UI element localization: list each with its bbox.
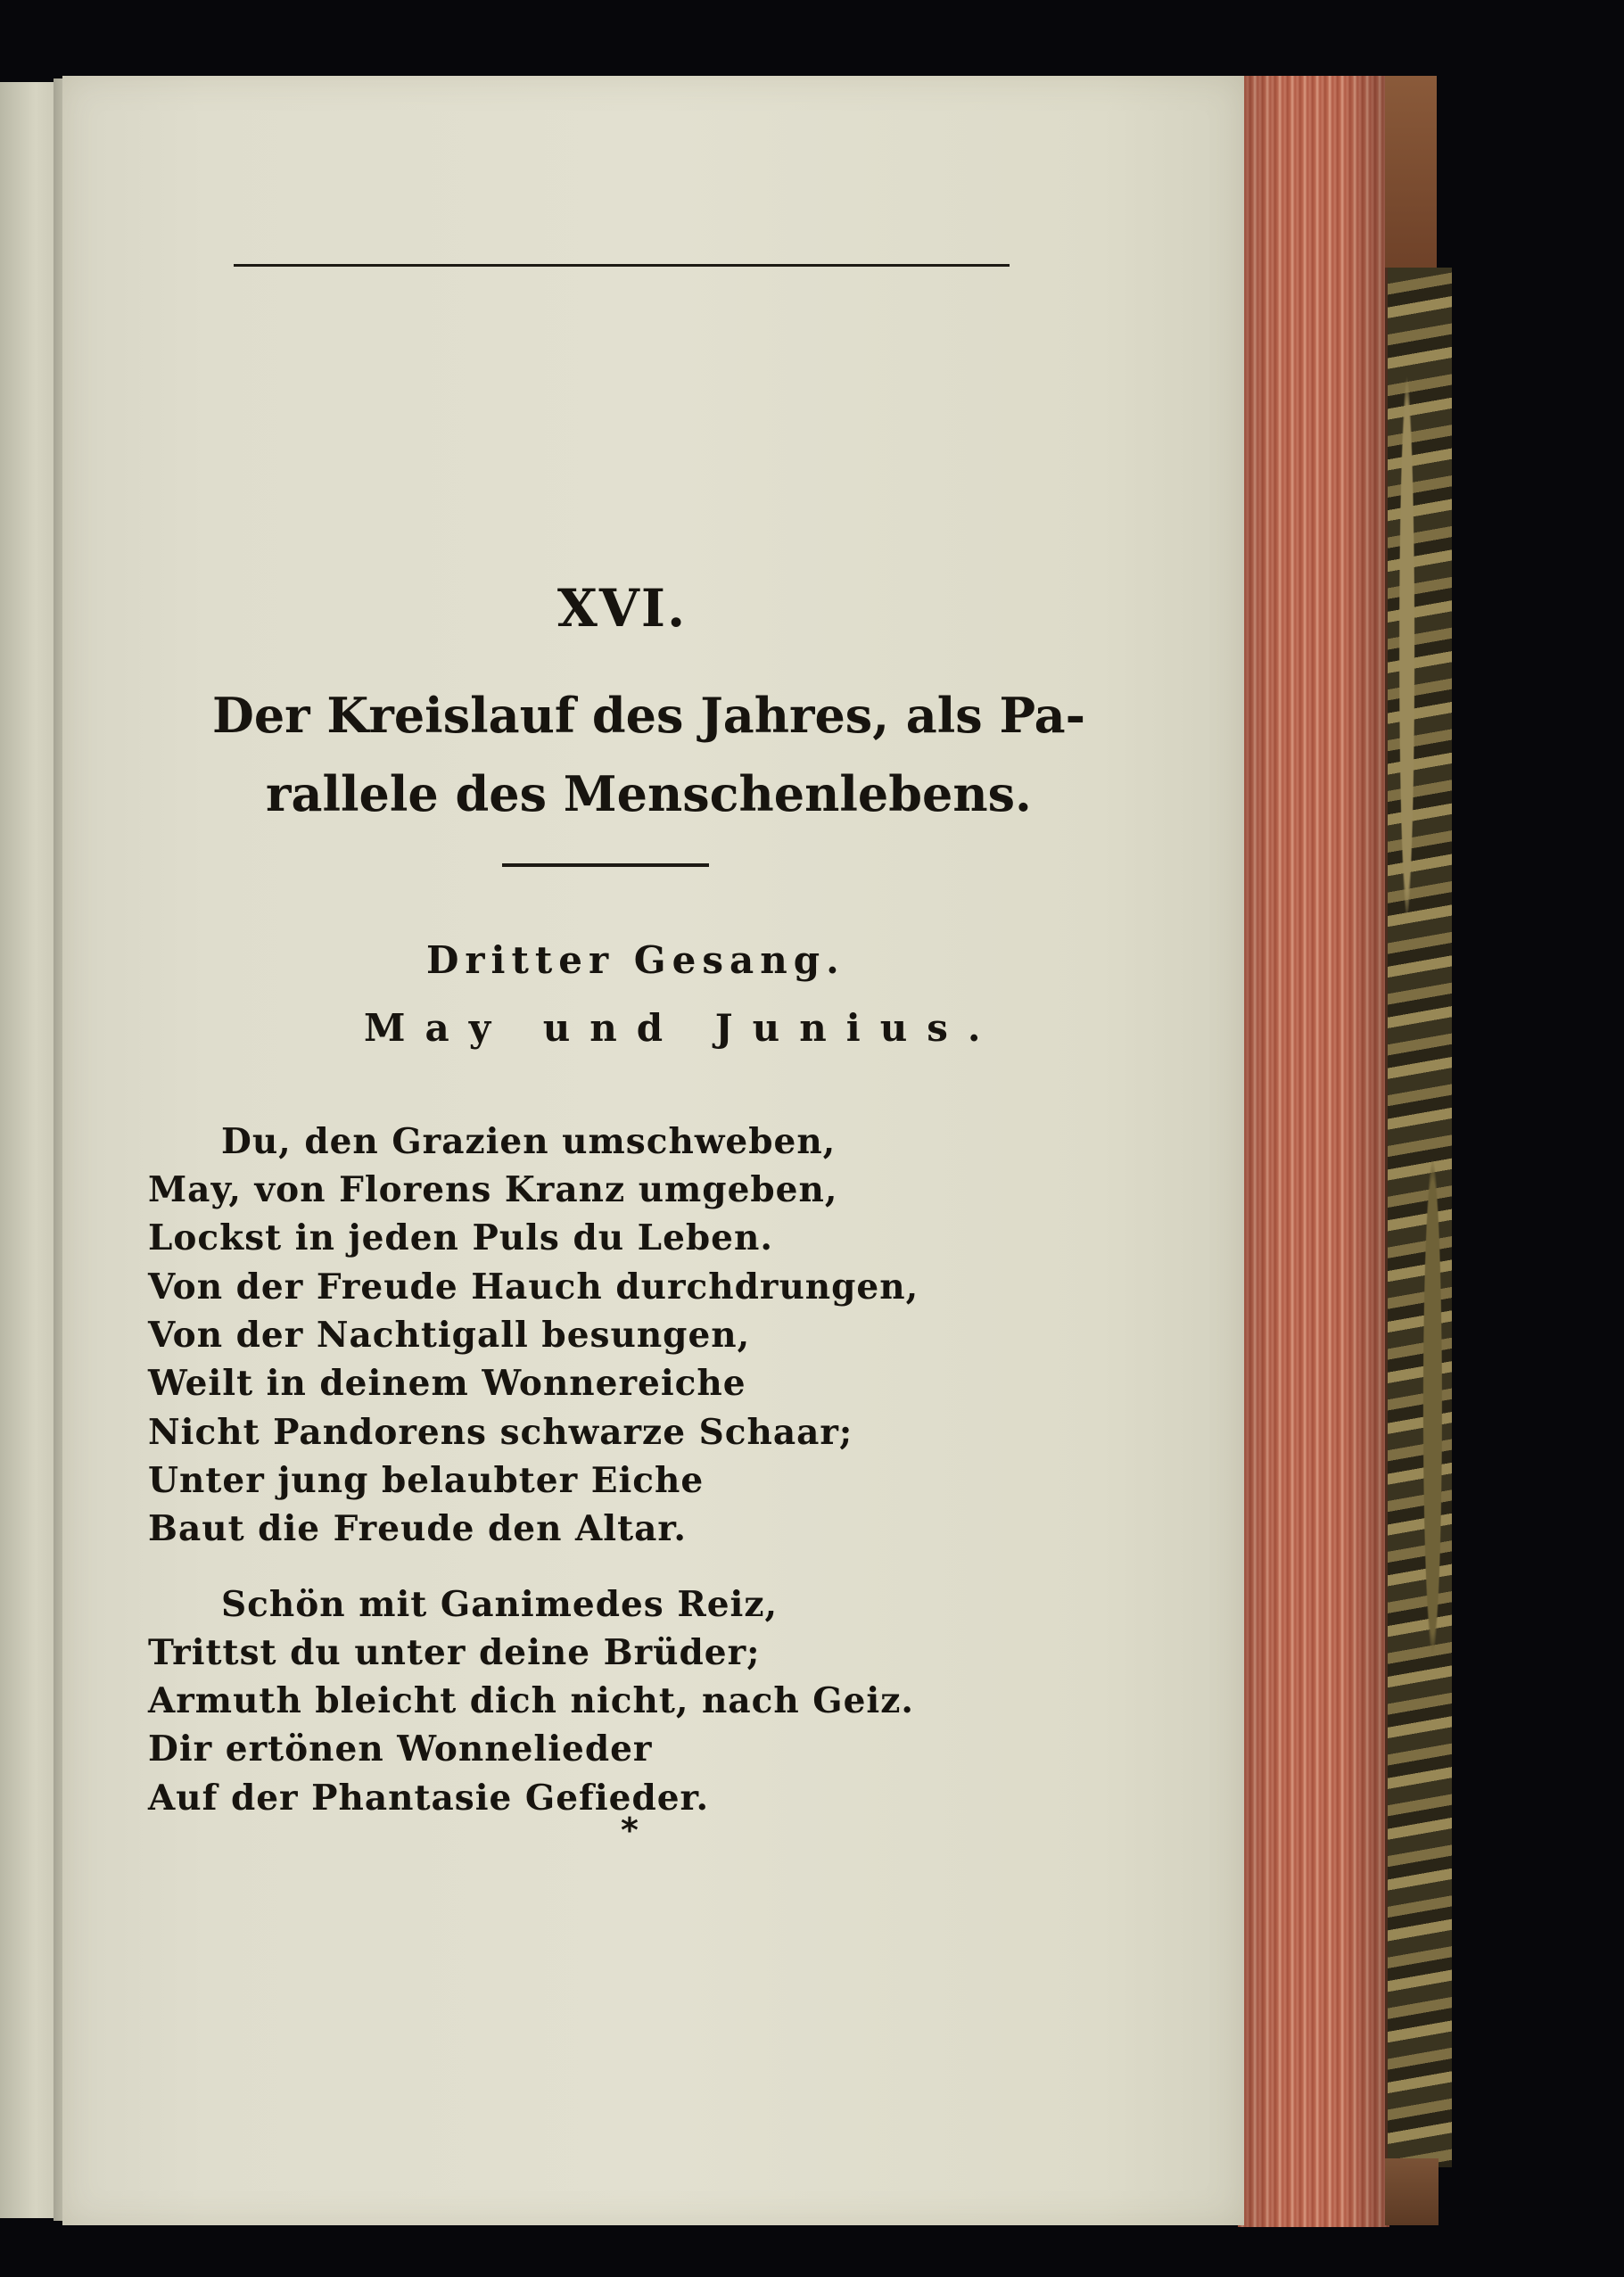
cover-corner-bottom [1385,2158,1439,2225]
chapter-number: XVI. [556,578,688,639]
subtitle-line-2: May und Junius. [364,1006,1001,1050]
title-line-1: Der Kreislauf des Jahres, als Pa- [212,687,1086,744]
verse-line: Schön mit Ganimedes Reiz, [221,1584,779,1625]
verse-line: Dir ertönen Wonnelieder [148,1728,653,1770]
verse-line: Lockst in jeden Puls du Leben. [148,1217,773,1258]
subtitle-line-1: Dritter Gesang. [426,938,845,982]
verse-line: Weilt in deinem Wonnereiche [148,1363,746,1404]
verse-line: Nicht Pandorens schwarze Schaar; [148,1412,853,1453]
verse-line: Unter jung belaubter Eiche [148,1460,705,1501]
verse-line: Trittst du unter deine Brüder; [148,1632,761,1673]
marbled-cover [1385,268,1452,2167]
verse-line: May, von Florens Kranz umgeben, [148,1169,838,1210]
verse-line: Du, den Grazien umschweben, [221,1121,837,1162]
verse-line: Armuth bleicht dich nicht, nach Geiz. [148,1680,914,1721]
title-line-2: rallele des Menschenlebens. [266,765,1032,822]
title-rule [502,863,709,867]
signature-mark: * [621,1811,639,1850]
cover-corner-top [1385,76,1437,272]
verse-line: Baut die Freude den Altar. [148,1508,687,1549]
verse-line: Von der Nachtigall besungen, [148,1315,751,1356]
verse-line: Auf der Phantasie Gefieder. [148,1778,710,1819]
verse-line: Von der Freude Hauch durchdrungen, [148,1266,919,1308]
header-rule [234,264,1010,267]
